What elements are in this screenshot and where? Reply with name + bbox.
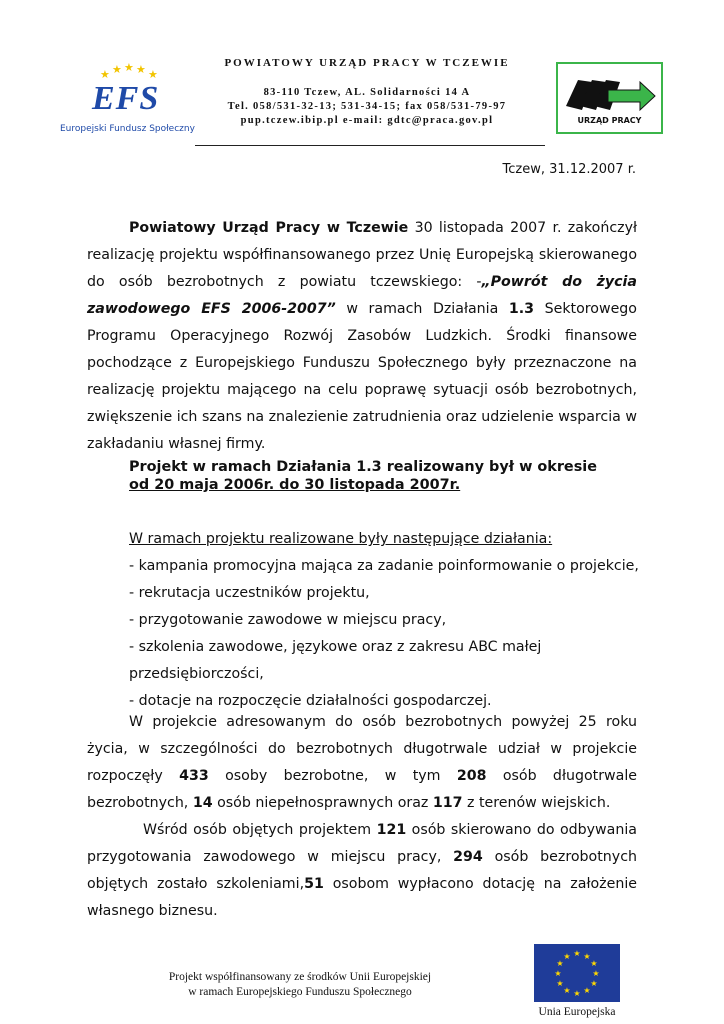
svg-text:★: ★ (136, 63, 146, 76)
office-name: POWIATOWY URZĄD PRACY W TCZEWIE (224, 57, 510, 69)
count-rural: 117 (432, 795, 463, 811)
results-text-b: osoby bezrobotne, w tym (208, 768, 457, 784)
footer-line-2: w ramach Europejskiego Funduszu Społecznego (188, 986, 412, 998)
period-block (129, 458, 609, 494)
svg-text:★: ★ (148, 68, 158, 81)
results-text-d: osób niepełnosprawnych oraz (212, 795, 433, 811)
svg-text:★: ★ (583, 986, 591, 995)
svg-text:★: ★ (563, 986, 571, 995)
svg-text:★: ★ (592, 969, 600, 978)
list-item: - rekrutacja uczestników projektu, (129, 585, 370, 601)
svg-text:★: ★ (563, 952, 571, 961)
svg-text:★: ★ (556, 979, 564, 988)
count-workplace-training: 121 (376, 822, 407, 838)
document-date: Tczew, 31.12.2007 r. (502, 162, 636, 177)
svg-text:★: ★ (590, 959, 598, 968)
period-line-2: od 20 maja 2006r. do 30 listopada 2007r. (129, 477, 461, 493)
results-text-f: Wśród osób objętych projektem (143, 822, 377, 838)
svg-text:★: ★ (124, 62, 134, 74)
list-item: - dotacje na rozpoczęcie działalności gospodarczej. (129, 693, 492, 709)
intro-text-a: 30 listopada 2007 r. zakończył realizację projektu współfinansowanego przez Unię Europejską skierowanego do osób bezrobotnych z powiatu tczewskiego: - (87, 220, 637, 290)
footer-line-1: Projekt współfinansowany ze środków Unii Europejskiej (168, 971, 432, 983)
list-item: - kampania promocyjna mająca za zadanie poinformowanie o projekcie, (129, 558, 639, 574)
list-item: - szkolenia zawodowe, językowe oraz z zakresu ABC małej przedsiębiorczości, (129, 639, 542, 682)
svg-text:★: ★ (112, 63, 122, 76)
efs-logo-text: EFS (92, 80, 160, 117)
svg-text:★: ★ (583, 952, 591, 961)
intro-paragraph (87, 215, 637, 458)
count-long-term: 208 (456, 768, 487, 784)
efs-logo (60, 62, 195, 142)
pup-logo-caption: URZĄD PRACY (577, 116, 642, 125)
results-text-e: z terenów wiejskich. (462, 795, 611, 811)
list-item: - przygotowanie zawodowe w miejscu pracy, (129, 612, 447, 628)
eu-stars-icon (534, 944, 620, 1002)
svg-text:★: ★ (100, 68, 110, 81)
svg-text:★: ★ (590, 979, 598, 988)
office-phones: Tel. 058/531-32-13; 531-34-15; fax 058/531-79-97 (227, 101, 507, 112)
measure-number: 1.3 (508, 301, 535, 317)
results-text-a: W projekcie adresowanym do osób bezrobotnych powyżej 25 roku życia, w szczególności do bezrobotnych długotrwale udział w projekcie rozpoczęły (87, 714, 637, 784)
office-web-email: pup.tczew.ibip.pl e-mail: gdtc@praca.gov.pl (240, 115, 494, 126)
period-line-1: Projekt w ramach Działania 1.3 realizowany był w okresie (129, 459, 597, 475)
office-address: 83-110 Tczew, AL. Solidarności 14 A (263, 87, 471, 98)
project-title: „Powrót do życia zawodowego EFS 2006-2007” (87, 274, 637, 317)
results-text-h: osób bezrobotnych objętych zostało szkoleniami, (87, 849, 637, 892)
results-text-i: osobom wypłacono dotację na założenie własnego biznesu. (87, 876, 637, 919)
doors-arrow-icon (558, 68, 661, 118)
actions-heading: W ramach projektu realizowane były następujące działania: (129, 531, 553, 547)
eu-label: Unia Europejska (538, 1006, 616, 1018)
count-started: 433 (179, 768, 209, 784)
results-paragraph-1 (87, 709, 637, 817)
svg-text:★: ★ (573, 989, 581, 998)
efs-logo-caption: Europejski Fundusz Społeczny (60, 124, 195, 134)
header-divider (195, 145, 545, 146)
svg-text:★: ★ (573, 949, 581, 958)
results-text-g: osób skierowano do odbywania przygotowania zawodowego w miejscu pracy, (87, 822, 637, 865)
count-trained: 294 (453, 849, 483, 865)
results-text-c: osób długotrwale bezrobotnych, (87, 768, 638, 811)
results-paragraph-2 (87, 817, 637, 925)
intro-text-b: w ramach Działania (335, 301, 509, 317)
intro-text-c: Sektorowego Programu Operacyjnego Rozwój Zasobów Ludzkich. Środki finansowe pochodzące z Europejskiego Funduszu Społecznego były przeznaczone na realizację projektu mającego na celu poprawę sytuacji osób bezrobotnych, zwiększenie ich szans na znalezienie zatrudnienia oraz udzielenie wsparcia w zakładaniu własnej firmy. (87, 301, 637, 452)
svg-text:★: ★ (554, 969, 562, 978)
footer-note (150, 970, 450, 1000)
count-disabled: 14 (192, 795, 213, 811)
count-grants: 51 (304, 876, 324, 892)
office-name-inline: Powiatowy Urząd Pracy w Tczewie (129, 220, 409, 236)
svg-text:★: ★ (556, 959, 564, 968)
eu-flag-icon (534, 944, 620, 1002)
actions-list (129, 526, 649, 715)
pup-logo (556, 62, 663, 134)
